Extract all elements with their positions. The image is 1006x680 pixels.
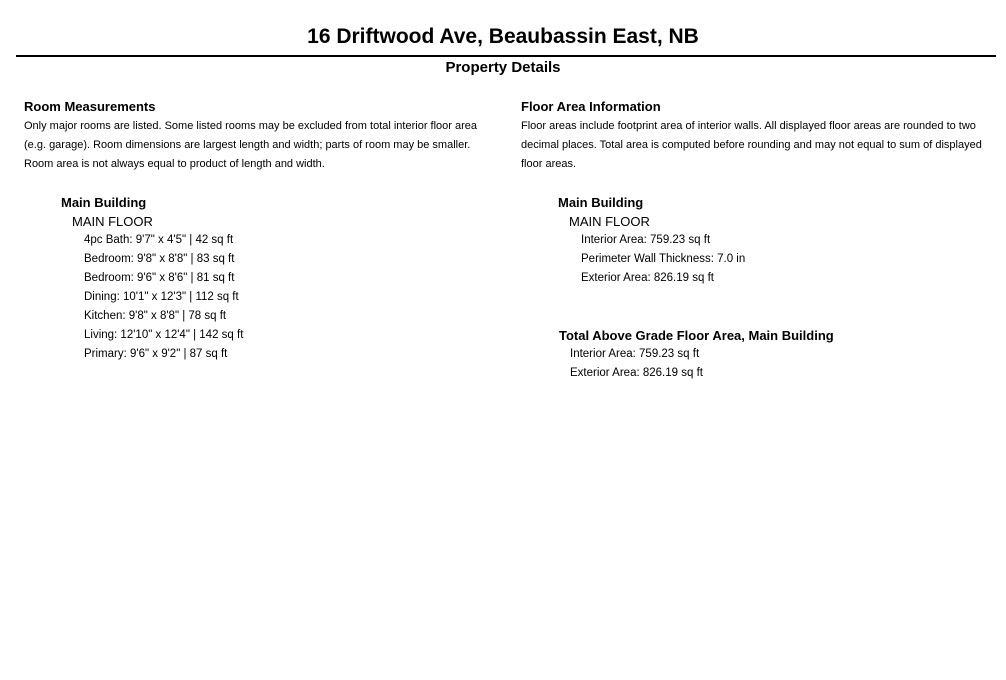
floor-area-detail: Interior Area: 759.23 sq ft — [581, 234, 711, 246]
building-name: Main Building — [558, 195, 644, 210]
room-item: 4pc Bath: 9'7" x 4'5" | 42 sq ft — [84, 234, 234, 246]
floor-area-detail: Perimeter Wall Thickness: 7.0 in — [581, 253, 746, 265]
floor-name: MAIN FLOOR — [569, 214, 650, 229]
note-line: Only major rooms are listed. Some listed rooms may be excluded from total interior floor area — [24, 120, 478, 132]
floor-area-detail-list — [581, 231, 1001, 288]
room-measurements-heading: Room Measurements — [24, 99, 156, 114]
building-name: Main Building — [61, 195, 147, 210]
room-item: Bedroom: 9'6" x 8'6" | 81 sq ft — [84, 272, 235, 284]
total-area-item: Exterior Area: 826.19 sq ft — [570, 367, 703, 379]
room-list — [84, 231, 499, 364]
note-line: decimal places. Total area is computed before rounding and may not equal to sum of displayed — [521, 139, 982, 151]
note-line: Floor areas include footprint area of interior walls. All displayed floor areas are rounded to two — [521, 120, 976, 132]
room-item: Bedroom: 9'8" x 8'8" | 83 sq ft — [84, 253, 235, 265]
floor-area-detail: Exterior Area: 826.19 sq ft — [581, 272, 714, 284]
page-subtitle: Property Details — [445, 59, 561, 76]
room-measurements-column — [24, 98, 499, 364]
title-divider — [16, 55, 996, 57]
room-item: Kitchen: 9'8" x 8'8" | 78 sq ft — [84, 310, 227, 322]
room-measurements-note — [24, 117, 499, 174]
room-item: Primary: 9'6" x 9'2" | 87 sq ft — [84, 348, 228, 360]
total-area-list — [570, 345, 1001, 383]
floor-name: MAIN FLOOR — [72, 214, 153, 229]
floor-area-column — [521, 98, 1001, 383]
spacer — [521, 288, 1001, 326]
total-area-heading: Total Above Grade Floor Area, Main Building — [559, 328, 834, 343]
floor-area-heading: Floor Area Information — [521, 99, 661, 114]
page-title: 16 Driftwood Ave, Beaubassin East, NB — [307, 25, 699, 48]
total-area-item: Interior Area: 759.23 sq ft — [570, 348, 700, 360]
note-line: Room area is not always equal to product of length and width. — [24, 158, 325, 170]
room-item: Dining: 10'1" x 12'3" | 112 sq ft — [84, 291, 239, 303]
note-line: (e.g. garage). Room dimensions are largest length and width; parts of room may be smaller. — [24, 139, 471, 151]
room-item: Living: 12'10" x 12'4" | 142 sq ft — [84, 329, 244, 341]
note-line: floor areas. — [521, 158, 577, 170]
floor-area-note — [521, 117, 1001, 174]
